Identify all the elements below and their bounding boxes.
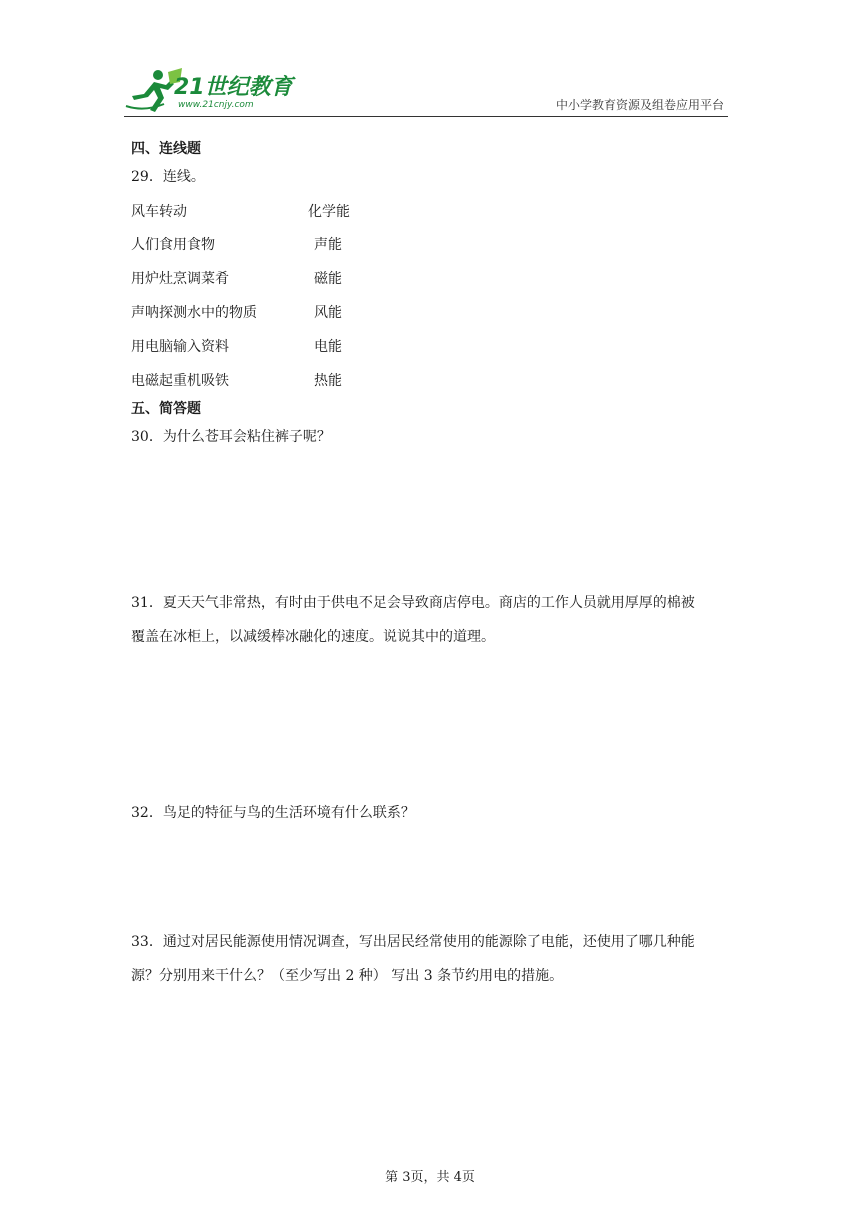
question-31 bbox=[131, 586, 731, 654]
match-left-item: 风车转动 bbox=[131, 204, 187, 220]
section-title-short-answer: 五、简答题 bbox=[131, 401, 201, 417]
question-33-line: 33．通过对居民能源使用情况调查，写出居民经常使用的能源除了电能，还使用了哪几种能 bbox=[131, 934, 695, 950]
question-29: 29．连线。 bbox=[131, 169, 205, 185]
question-31-line: 31．夏天天气非常热，有时由于供电不足会导致商店停电。商店的工作人员就用厚厚的棉被 bbox=[131, 595, 695, 611]
question-30: 30．为什么苍耳会粘住裤子呢？ bbox=[131, 429, 331, 445]
page-footer: 第 3页，共 4页 bbox=[385, 1170, 475, 1185]
section-title-matching: 四、连线题 bbox=[131, 141, 201, 157]
question-33 bbox=[131, 925, 731, 993]
question-32: 32．鸟足的特征与鸟的生活环境有什么联系？ bbox=[131, 805, 415, 821]
match-left-item: 用炉灶烹调菜肴 bbox=[131, 271, 229, 287]
platform-name: 中小学教育资源及组卷应用平台 bbox=[555, 98, 724, 112]
match-right-item: 风能 bbox=[314, 305, 342, 321]
match-left-item: 电磁起重机吸铁 bbox=[131, 373, 229, 389]
match-left-item: 用电脑输入资料 bbox=[131, 339, 229, 355]
match-right-item: 声能 bbox=[314, 237, 342, 253]
match-left-item: 声呐探测水中的物质 bbox=[131, 305, 257, 321]
match-right-item: 化学能 bbox=[308, 204, 350, 220]
logo bbox=[124, 66, 304, 114]
match-right-item: 磁能 bbox=[314, 271, 342, 287]
match-right-item: 电能 bbox=[314, 339, 342, 355]
match-left-item: 人们食用食物 bbox=[131, 237, 215, 253]
question-31-line: 覆盖在冰柜上，以减缓棒冰融化的速度。说说其中的道理。 bbox=[131, 629, 495, 645]
match-right-item: 热能 bbox=[314, 373, 342, 389]
question-33-line: 源？分别用来干什么？（至少写出 2 种） 写出 3 条节约用电的措施。 bbox=[131, 968, 564, 984]
logo-text: 21世纪教育 bbox=[174, 75, 293, 100]
page-header bbox=[124, 66, 728, 117]
logo-url: www.21cnjy.com bbox=[178, 100, 254, 110]
